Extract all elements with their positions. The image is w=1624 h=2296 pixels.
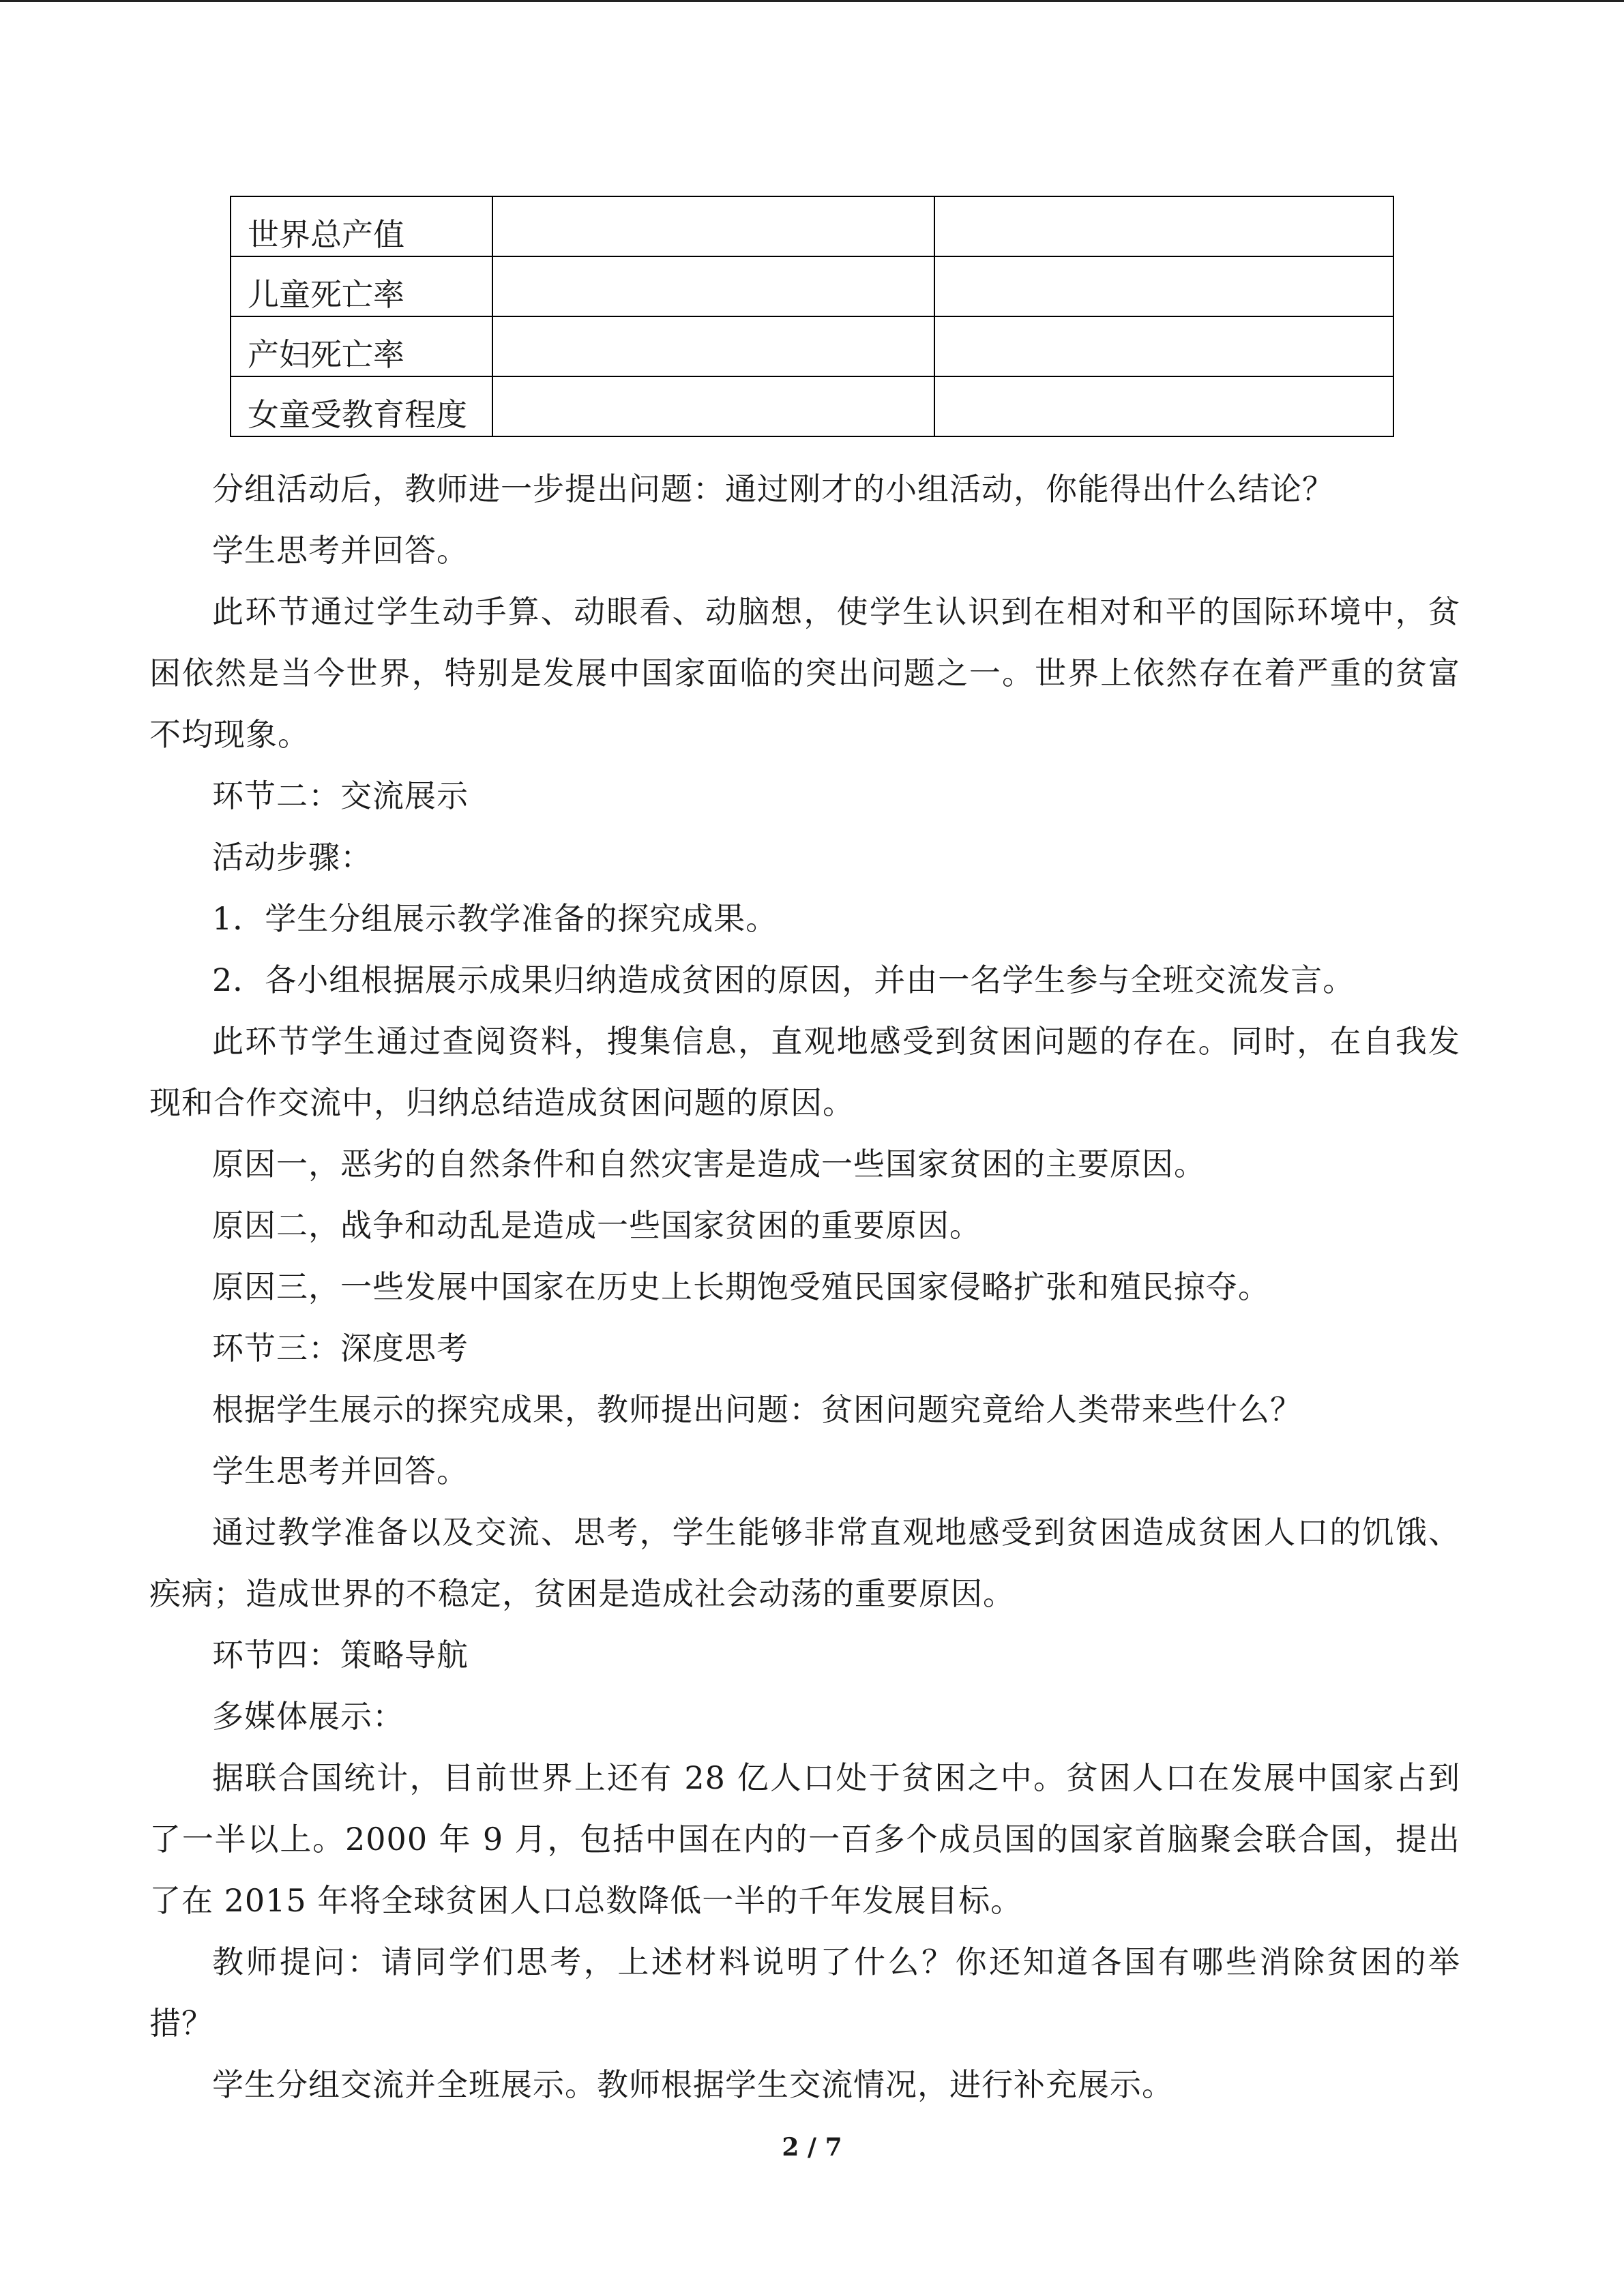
row-label: 产妇死亡率 (231, 316, 492, 376)
paragraph: 教师提问：请同学们思考，上述材料说明了什么？你还知道各国有哪些消除贫困的举措？ (149, 1943, 1460, 2042)
paragraph: 根据学生展示的探究成果，教师提出问题：贫困问题究竟给人类带来些什么？ (212, 1391, 1302, 1428)
table-cell (934, 256, 1393, 316)
table-cell (492, 316, 934, 376)
list-item: 2．各小组根据展示成果归纳造成贫困的原因，并由一名学生参与全班交流发言。 (212, 961, 1355, 998)
paragraph: 此环节通过学生动手算、动眼看、动脑想，使学生认识到在相对和平的国际环境中，贫困依然是当今世界，特别是发展中国家面临的突出问题之一。世界上依然存在着严重的贫富不均现象。 (149, 593, 1460, 753)
table-cell (934, 316, 1393, 376)
paragraph: 学生分组交流并全班展示。教师根据学生交流情况，进行补充展示。 (212, 2066, 1174, 2103)
paragraph: 多媒体展示： (212, 1698, 404, 1735)
page-number: 2 / 7 (782, 2133, 842, 2162)
table-cell (934, 376, 1393, 436)
paragraph: 此环节学生通过查阅资料，搜集信息，直观地感受到贫困问题的存在。同时，在自我发现和合作交流中，归纳总结造成贫困问题的原因。 (149, 1023, 1460, 1121)
paragraph: 原因三，一些发展中国家在历史上长期饱受殖民国家侵略扩张和殖民掠夺。 (212, 1268, 1270, 1305)
table-row (231, 196, 1393, 256)
table-row (231, 316, 1393, 376)
paragraph: 据联合国统计，目前世界上还有 28 亿人口处于贫困之中。贫困人口在发展中国家占到了一半以上。2000 年 9 月，包括中国在内的一百多个成员国的国家首脑聚会联合国，提出了在 2015 年将全球贫困人口总数降低一半的千年发展目标。 (149, 1759, 1460, 1919)
paragraph: 原因一，恶劣的自然条件和自然灾害是造成一些国家贫困的主要原因。 (212, 1146, 1206, 1182)
paragraph: 分组活动后，教师进一步提出问题：通过刚才的小组活动，你能得出什么结论？ (212, 471, 1334, 507)
body-text (149, 458, 1460, 2115)
table-cell (492, 196, 934, 256)
list-item: 1．学生分组展示教学准备的探究成果。 (212, 900, 778, 937)
paragraph: 活动步骤： (212, 839, 372, 876)
row-label: 世界总产值 (231, 196, 492, 256)
paragraph: 通过教学准备以及交流、思考，学生能够非常直观地感受到贫困造成贫困人口的饥饿、疾病；造成世界的不稳定，贫困是造成社会动荡的重要原因。 (149, 1514, 1460, 1612)
table-cell (934, 196, 1393, 256)
paragraph: 学生思考并回答。 (212, 1452, 469, 1489)
paragraph: 学生思考并回答。 (212, 532, 469, 569)
section-heading: 环节四：策略导航 (212, 1637, 469, 1673)
table-row (231, 376, 1393, 436)
table-cell (492, 256, 934, 316)
poverty-statistics-table (230, 196, 1394, 437)
paragraph: 原因二，战争和动乱是造成一些国家贫困的重要原因。 (212, 1207, 981, 1244)
table-cell (492, 376, 934, 436)
section-heading: 环节三：深度思考 (212, 1330, 469, 1367)
table-row (231, 256, 1393, 316)
row-label: 女童受教育程度 (231, 376, 492, 436)
row-label: 儿童死亡率 (231, 256, 492, 316)
section-heading: 环节二：交流展示 (212, 777, 469, 814)
